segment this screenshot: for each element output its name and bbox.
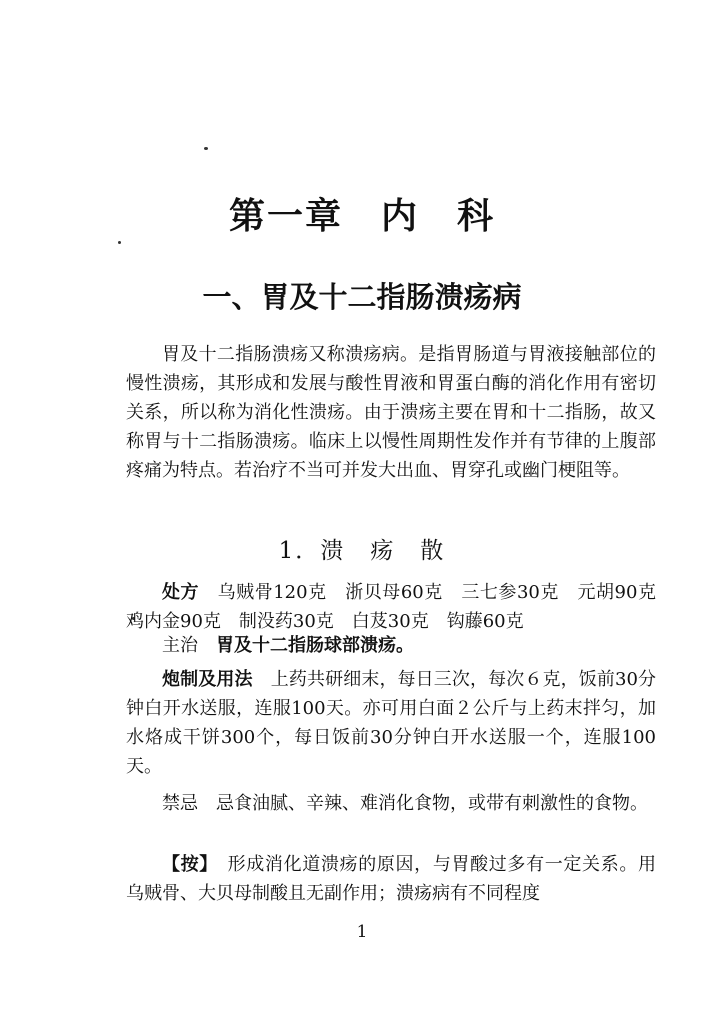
scan-speck (118, 241, 121, 244)
note-paragraph (126, 850, 656, 908)
contraindication-paragraph (126, 789, 656, 818)
note-label: 【按】 (162, 854, 209, 875)
subsection-title: 1．溃 疡 散 (278, 538, 446, 564)
contraindication-label: 禁忌 (162, 793, 198, 814)
page-number: 1 (356, 922, 368, 942)
note-text: 形成消化道溃疡的原因，与胃酸过多有一定关系。用乌贼骨、大贝母制酸且无副作用；溃疡病有不同程度 (126, 854, 657, 904)
prescription-label: 处方 (162, 582, 200, 603)
preparation-label: 炮制及用法 (162, 669, 253, 690)
prescription-paragraph (126, 578, 674, 636)
indication-paragraph (126, 631, 656, 660)
scan-speck (204, 147, 208, 150)
preparation-text: 上药共研细末，每日三次，每次６克，饭前30分钟白开水送服，连服100天。亦可用白面２公斤与上药末拌匀，加水烙成干饼300个，每日饭前30分钟白开水送服一个，连服100天。 (126, 669, 657, 777)
contraindication-text: 忌食油腻、辛辣、难消化食物，或带有刺激性的食物。 (198, 793, 648, 814)
prescription-text: 乌贼骨120克 浙贝母60克 三七参30克 元胡90克 鸡内金90克 制没药30克 白芨30克 钩藤60克 (126, 582, 674, 632)
chapter-title: 第一章 内 科 (228, 195, 495, 237)
preparation-paragraph (126, 665, 656, 781)
indication-text: 胃及十二指肠球部溃疡。 (198, 635, 414, 656)
indication-label: 主治 (162, 635, 198, 656)
intro-paragraph: 胃及十二指肠溃疡又称溃疡病。是指胃肠道与胃液接触部位的慢性溃疡，其形成和发展与酸性胃液和胃蛋白酶的消化作用有密切关系，所以称为消化性溃疡。由于溃疡主要在胃和十二指肠，故又称胃与十二指肠溃疡。临床上以慢性周期性发作并有节律的上腹部疼痛为特点。若治疗不当可并发大出血、胃穿孔或幽门梗阻等。 (126, 344, 656, 481)
section-title: 一、胃及十二指肠溃疡病 (202, 280, 522, 314)
